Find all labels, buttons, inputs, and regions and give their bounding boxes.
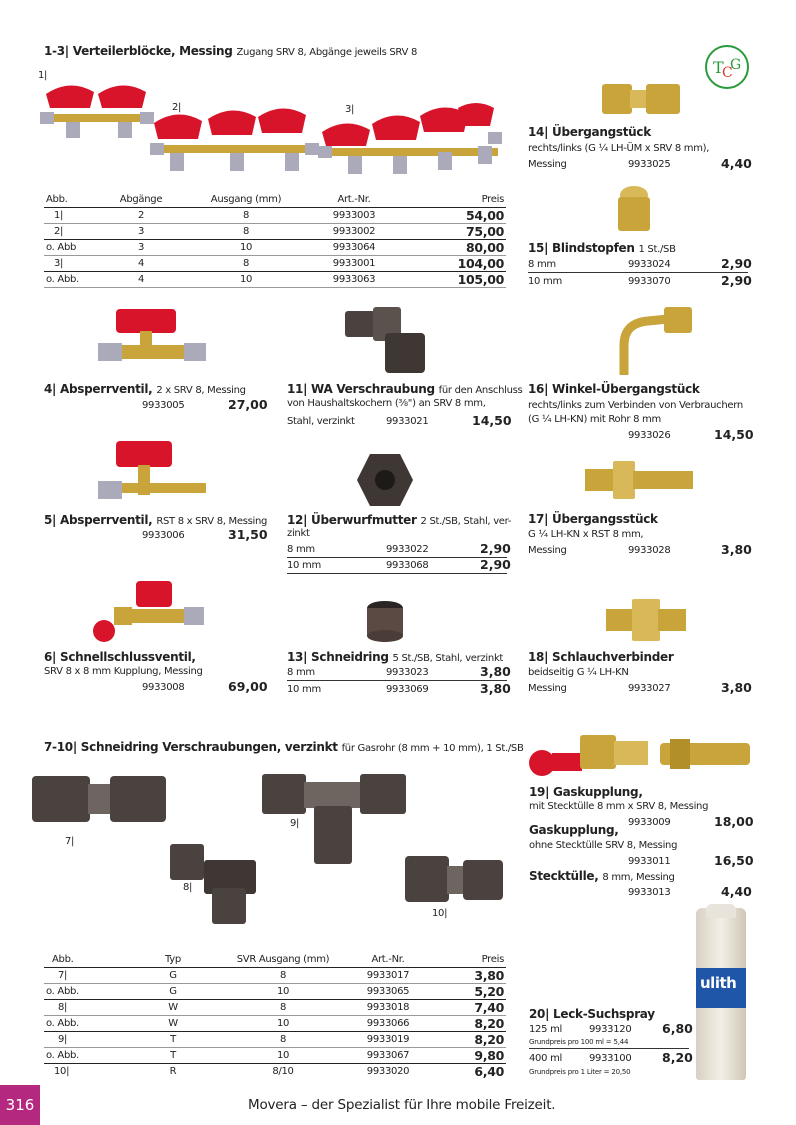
fig-label-8: 8| — [183, 882, 193, 893]
table-row: 7| G 8 9933017 3,80 — [44, 967, 506, 983]
th2-svr: SVR Ausgang (mm) — [228, 952, 338, 967]
valve-image-4 — [98, 305, 208, 375]
p15-row-1: 8 mm 9933024 — [528, 259, 671, 270]
th2-typ: Typ — [118, 952, 228, 967]
p19-desc-2: ohne Stecktülle SRV 8, Messing — [529, 840, 678, 851]
table-row: 8| W 8 9933018 7,40 — [44, 999, 506, 1015]
table-row: 10| R 8/10 9933020 6,40 — [54, 1063, 504, 1079]
th2-abb: Abb. — [44, 952, 118, 967]
spray-brand: ulith — [700, 974, 737, 992]
fig-label-3: 3| — [345, 104, 355, 115]
p14-desc: rechts/links (G ¼ LH-ÜM x SRV 8 mm), — [528, 143, 710, 154]
page-number: 316 — [0, 1085, 40, 1125]
p16-price: 14,50 — [714, 427, 754, 442]
p12-row-2: 10 mm 9933068 — [287, 560, 429, 571]
p19-title-3: Stecktülle, 8 mm, Messing — [529, 869, 675, 883]
fitting-image-10 — [405, 852, 505, 907]
p20-grundpreis-2: Grundpreis pro 1 Liter = 20,50 — [529, 1068, 631, 1076]
manifold-image-1 — [40, 78, 155, 148]
p19-price-2: 16,50 — [714, 853, 754, 868]
p19-price-3: 4,40 — [721, 884, 752, 899]
p12-row-1: 8 mm 9933022 — [287, 544, 429, 555]
footer-slogan: Movera – der Spezialist für Ihre mobile Freizeit. — [248, 1097, 556, 1113]
p14-title: 14| Übergangstück — [528, 125, 651, 139]
fig-label-1: 1| — [38, 70, 48, 81]
nut-image-12 — [355, 452, 415, 508]
p12-title: 12| Überwurfmutter 2 St./SB, Stahl, ver- — [287, 513, 512, 527]
p11-art: 9933021 — [386, 416, 429, 427]
p17-desc: G ¼ LH-KN x RST 8 mm, — [528, 529, 644, 540]
th-ausgang: Ausgang (mm) — [188, 192, 304, 207]
table-row: o. Abb. G 10 9933065 5,20 — [46, 983, 504, 999]
p15-row-2: 10 mm 9933070 — [528, 276, 671, 287]
p13-row-2: 10 mm 9933069 — [287, 684, 429, 695]
p18-price: 3,80 — [721, 680, 752, 695]
p6-price: 69,00 — [228, 679, 268, 694]
p17-title: 17| Übergangsstück — [528, 512, 658, 526]
p19-price: 18,00 — [714, 814, 754, 829]
p19-art-2: 9933011 — [628, 856, 671, 867]
p18-title: 18| Schlauchverbinder — [528, 650, 674, 664]
table-row: 2| 3 8 9933002 75,00 — [44, 223, 506, 239]
p18-desc: beidseitig G ¼ LH-KN — [528, 667, 629, 678]
th-artnr: Art.-Nr. — [304, 192, 404, 207]
ring-image-13 — [365, 600, 405, 644]
table-row: 3| 4 8 9933001 104,00 — [44, 255, 506, 271]
adapter-image-14 — [600, 80, 685, 120]
p16-title: 16| Winkel-Übergangstück — [528, 382, 700, 396]
th-preis: Preis — [404, 192, 506, 207]
p11-title: 11| WA Verschraubung für den Anschluss — [287, 382, 523, 396]
svg-text:G: G — [730, 57, 742, 73]
p17-desc2: Messing — [528, 545, 567, 556]
table-row: o. Abb. T 10 9933067 9,80 — [46, 1047, 504, 1063]
gas-coupling-image-19 — [520, 725, 755, 785]
valve-image-6 — [88, 575, 206, 645]
p5-art: 9933006 — [142, 530, 185, 541]
th-abgaenge: Abgänge — [94, 192, 188, 207]
p5-title: 5| Absperrventil, RST 8 x SRV 8, Messing — [44, 513, 268, 527]
adapter-image-17 — [585, 455, 695, 505]
p15-price-1: 2,90 — [721, 256, 752, 271]
table-row: 9| T 8 9933019 8,20 — [44, 1031, 506, 1047]
manifold-table — [44, 192, 506, 288]
hose-connector-image-18 — [606, 595, 686, 645]
svg-text:C: C — [722, 65, 733, 81]
fig-label-9: 9| — [290, 818, 300, 829]
p15-price-2: 2,90 — [721, 273, 752, 288]
p11-desc: von Haushaltskochern (⅜") an SRV 8 mm, — [287, 398, 486, 409]
p12-price-2: 2,90 — [480, 557, 511, 572]
p19-title: 19| Gaskupplung, — [529, 785, 643, 799]
p4-title: 4| Absperrventil, 2 x SRV 8, Messing — [44, 382, 246, 396]
p16-desc: rechts/links zum Verbinden von Verbrauchern — [528, 400, 743, 411]
cap-image-15 — [614, 185, 654, 235]
p14-price: 4,40 — [721, 156, 752, 171]
fitting-table — [44, 952, 506, 1079]
p20-row-1: 125 ml 9933120 — [529, 1024, 632, 1035]
table-row: o. Abb. W 10 9933066 8,20 — [46, 1015, 504, 1031]
p6-art: 9933008 — [142, 682, 185, 693]
fitting-image-9 — [262, 772, 407, 867]
p13-price-2: 3,80 — [480, 681, 511, 696]
p19-desc: mit Stecktülle 8 mm x SRV 8, Messing — [529, 801, 709, 812]
table-row: o. Abb 3 10 9933064 80,00 — [46, 239, 504, 255]
p17-price: 3,80 — [721, 542, 752, 557]
p18-desc2: Messing — [528, 683, 567, 694]
p18-art: 9933027 — [628, 683, 671, 694]
p4-price: 27,00 — [228, 397, 268, 412]
p20-grundpreis-1: Grundpreis pro 100 ml = 5,44 — [529, 1038, 629, 1046]
fitting-image-7 — [32, 772, 167, 827]
p16-desc2: (G ¼ LH-KN) mit Rohr 8 mm — [528, 414, 661, 425]
p13-row-1: 8 mm 9933023 — [287, 667, 429, 678]
p20-row-2: 400 ml 9933100 — [529, 1053, 632, 1064]
block1-title: 1-3| Verteilerblöcke, Messing Zugang SRV 8, Abgänge jeweils SRV 8 — [44, 44, 418, 58]
svg-text:T: T — [713, 58, 724, 77]
fig-label-2: 2| — [172, 102, 182, 113]
brand-logo — [705, 45, 749, 89]
elbow-image-11 — [345, 305, 435, 377]
p4-art: 9933005 — [142, 400, 185, 411]
manifold-image-3 — [318, 102, 503, 182]
p14-desc2: Messing — [528, 159, 567, 170]
th2-preis: Preis — [438, 952, 506, 967]
th-abb: Abb. — [44, 192, 94, 207]
table-row: o. Abb. 4 10 9933063 105,00 — [46, 271, 504, 287]
p12-price-1: 2,90 — [480, 541, 511, 556]
p12-desc: zinkt — [287, 528, 310, 539]
p20-price-1: 6,80 — [662, 1021, 693, 1036]
p19-art-3: 9933013 — [628, 887, 671, 898]
th2-artnr: Art.-Nr. — [338, 952, 438, 967]
p20-price-2: 8,20 — [662, 1050, 693, 1065]
p11-price: 14,50 — [472, 413, 512, 428]
p13-price-1: 3,80 — [480, 664, 511, 679]
fig-label-10: 10| — [432, 908, 448, 919]
p14-art: 9933025 — [628, 159, 671, 170]
fig-label-7: 7| — [65, 836, 75, 847]
block7-title: 7-10| Schneidring Verschraubungen, verzinkt für Gasrohr (8 mm + 10 mm), 1 St./SB — [44, 740, 524, 754]
spray-can-image — [696, 908, 746, 1080]
valve-image-5 — [98, 437, 208, 507]
p19-title-2: Gaskupplung, — [529, 823, 619, 837]
p6-desc: SRV 8 x 8 mm Kupplung, Messing — [44, 666, 203, 677]
p11-desc2: Stahl, verzinkt — [287, 416, 355, 427]
p19-art: 9933009 — [628, 817, 671, 828]
angle-adapter-image-16 — [608, 305, 693, 377]
p16-art: 9933026 — [628, 430, 671, 441]
p6-title: 6| Schnellschlussventil, — [44, 650, 196, 664]
table-row: 1| 2 8 9933003 54,00 — [44, 207, 506, 223]
manifold-image-2 — [150, 105, 320, 180]
p15-title: 15| Blindstopfen 1 St./SB — [528, 241, 676, 255]
fitting-image-8 — [168, 842, 258, 927]
p13-title: 13| Schneidring 5 St./SB, Stahl, verzinkt — [287, 650, 504, 664]
p20-title: 20| Leck-Suchspray — [529, 1007, 655, 1021]
p17-art: 9933028 — [628, 545, 671, 556]
p5-price: 31,50 — [228, 527, 268, 542]
